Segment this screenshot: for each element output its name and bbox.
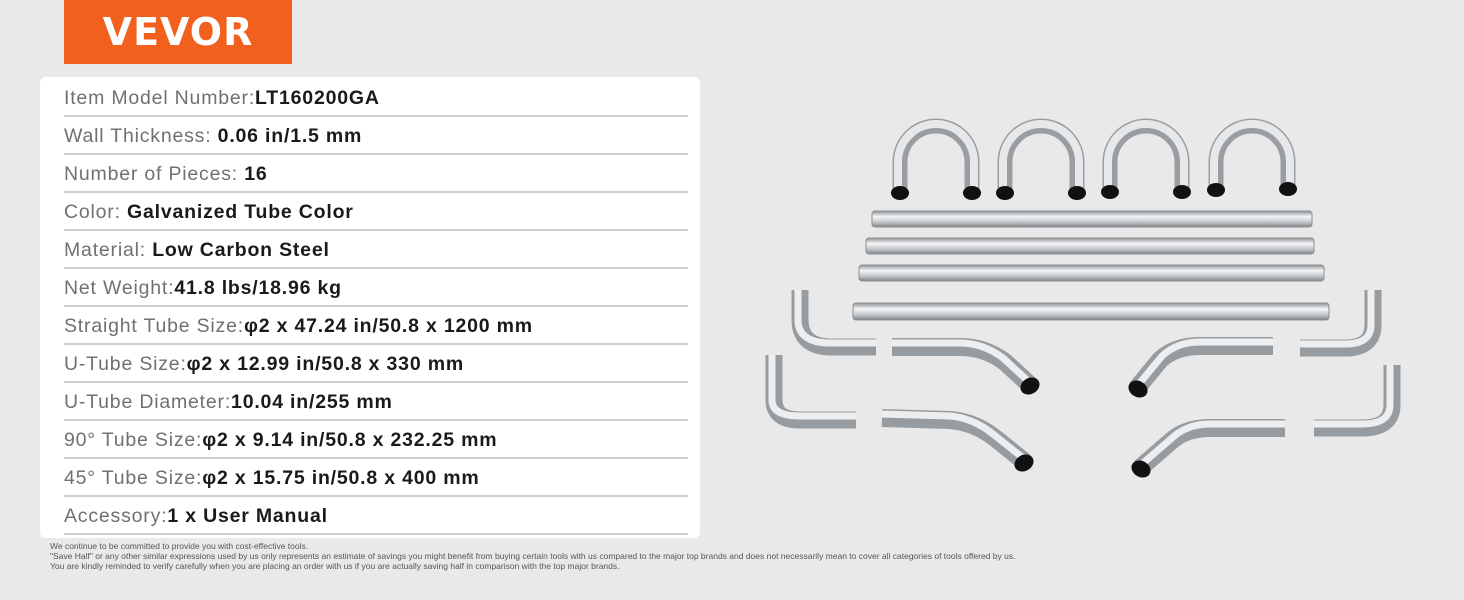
spec-row-color xyxy=(64,194,688,231)
exhaust-tube-kit-image xyxy=(740,110,1440,500)
spec-row-pieces xyxy=(64,156,688,193)
spec-label: Straight Tube Size: xyxy=(64,315,244,337)
disclaimer-line: We continue to be committed to provide you with cost-effective tools. xyxy=(50,541,309,551)
spec-label: U-Tube Size: xyxy=(64,353,187,375)
spec-label: Number of Pieces: xyxy=(64,163,245,185)
spec-value: Galvanized Tube Color xyxy=(127,201,354,223)
spec-row-45-tube xyxy=(64,460,688,497)
spec-label: Accessory: xyxy=(64,505,168,527)
spec-row-u-tube-size xyxy=(64,346,688,383)
spec-value: 1 x User Manual xyxy=(167,505,328,527)
spec-value: 0.06 in/1.5 mm xyxy=(217,125,363,147)
spec-label: Color: xyxy=(64,201,128,223)
spec-value: φ2 x 15.75 in/50.8 x 400 mm xyxy=(202,467,480,489)
spec-label: Material: xyxy=(64,239,153,261)
spec-row-u-tube-diameter xyxy=(64,384,688,421)
spec-label: Item Model Number: xyxy=(64,87,256,109)
spec-row-wall-thickness xyxy=(64,118,688,155)
spec-value: 10.04 in/255 mm xyxy=(231,391,393,413)
spec-row-90-tube xyxy=(64,422,688,459)
spec-row-weight xyxy=(64,270,688,307)
spec-card xyxy=(40,77,700,538)
spec-value: 41.8 lbs/18.96 kg xyxy=(174,277,342,299)
vevor-logo: VEVOR xyxy=(64,0,292,64)
spec-row-accessory xyxy=(64,498,688,535)
45-degree-tubes xyxy=(882,342,1285,481)
spec-label: Wall Thickness: xyxy=(64,125,218,147)
spec-value: 16 xyxy=(244,163,268,185)
spec-value: φ2 x 47.24 in/50.8 x 1200 mm xyxy=(243,315,533,337)
spec-value: φ2 x 12.99 in/50.8 x 330 mm xyxy=(186,353,464,375)
spec-row-material xyxy=(64,232,688,269)
disclaimer-line: "Save Half" or any other similar expressions used by us only represents an estimate of savings you might benefit from buying certain tools with us compared to the major top brands and does not necessarily mean to cover all categories of tools offered by us. xyxy=(50,551,1016,561)
spec-label: U-Tube Diameter: xyxy=(64,391,232,413)
spec-value: Low Carbon Steel xyxy=(152,239,330,261)
spec-label: Net Weight: xyxy=(64,277,175,299)
spec-row-straight-tube xyxy=(64,308,688,345)
straight-tubes xyxy=(853,211,1329,320)
spec-value: φ2 x 9.14 in/50.8 x 232.25 mm xyxy=(202,429,498,451)
disclaimer-line: You are kindly reminded to verify carefully when you are placing an order with us if you are actually saving half in comparison with the top major brands. xyxy=(50,561,620,571)
spec-value: LT160200GA xyxy=(255,87,380,109)
spec-row-model xyxy=(64,80,688,117)
disclaimer xyxy=(50,541,1150,571)
u-tubes xyxy=(891,124,1297,200)
spec-label: 90° Tube Size: xyxy=(64,429,203,451)
spec-label: 45° Tube Size: xyxy=(64,467,203,489)
